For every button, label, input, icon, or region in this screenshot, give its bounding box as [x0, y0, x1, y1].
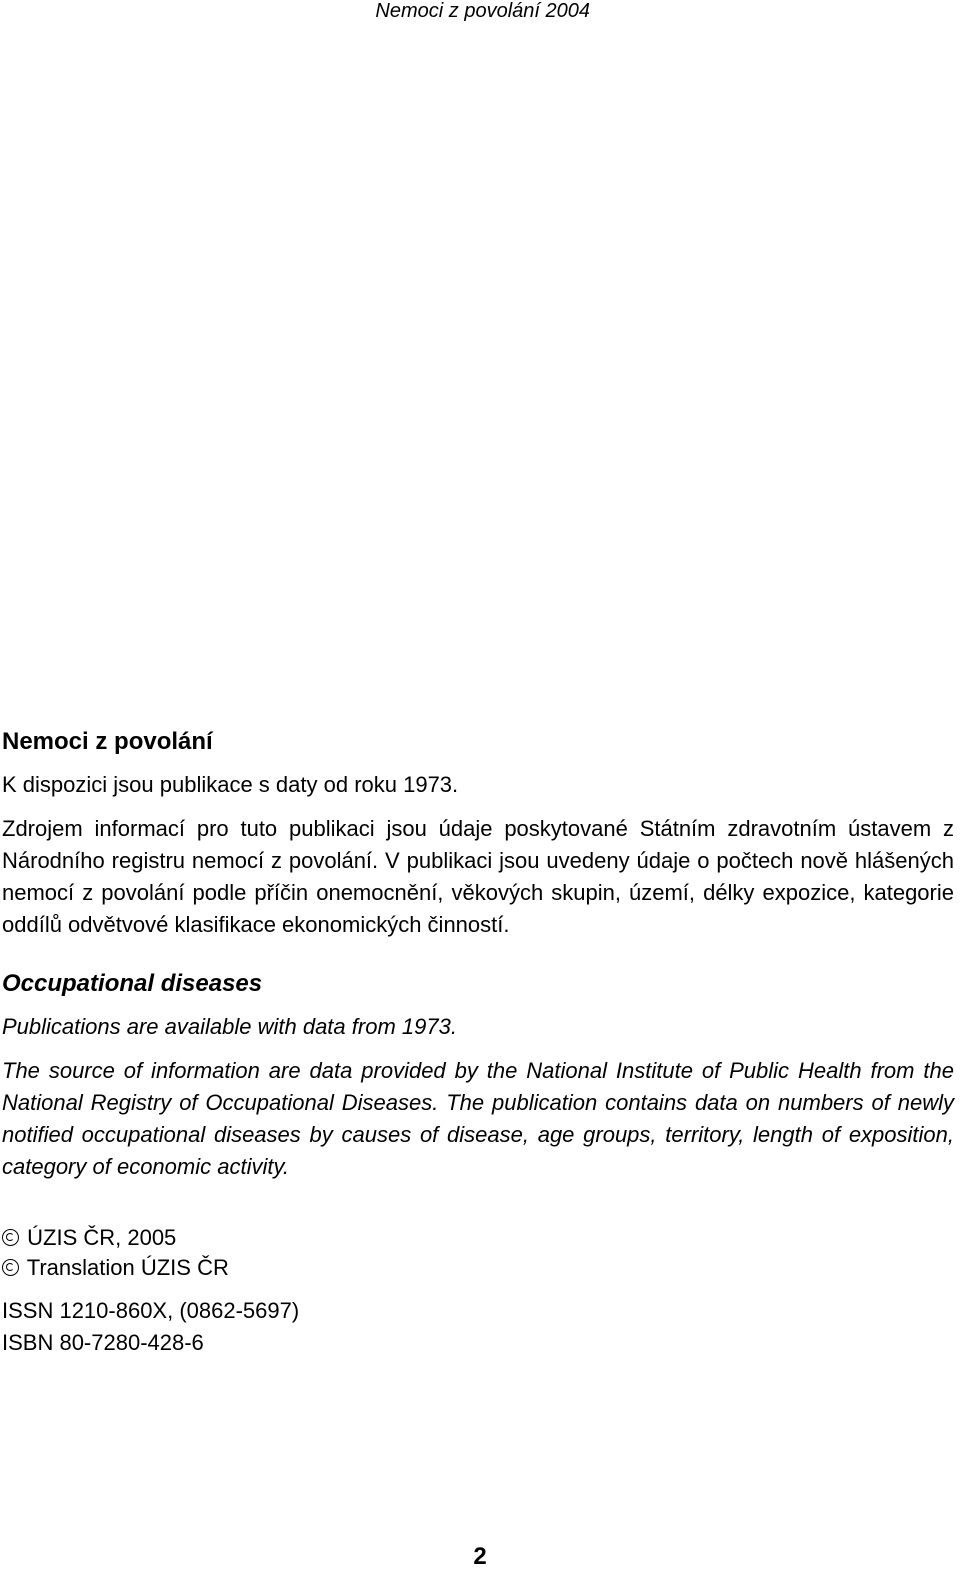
czech-section [2, 727, 954, 941]
isbn: ISBN 80-7280-428-6 [2, 1330, 204, 1355]
spacer [2, 1283, 954, 1295]
copyright-text: ÚZIS ČR, 2005 [27, 1225, 177, 1250]
english-title: Occupational diseases [2, 970, 263, 997]
spacer [2, 1043, 954, 1055]
translation-line [2, 1253, 954, 1283]
czech-availability: K dispozici jsou publikace s daty od roku 1973. [2, 772, 459, 797]
czech-description: Zdrojem informací pro tuto publikaci jsou údaje poskytované Státním zdravotním ústavem z Národního registru nemocí z povolání. V publikaci jsou uvedeny údaje o počtech nově hlášených nemocí z povolání podle příčin onemocnění, věkových skupin, území, délky expozice, kategorie oddílů odvětvové klasifikace ekonomických činností. [2, 816, 954, 937]
spacer [2, 941, 954, 969]
copyright-icon [2, 1259, 19, 1276]
page-number: 2 [473, 1543, 487, 1570]
imprint [2, 1223, 954, 1359]
czech-title: Nemoci z povolání [2, 728, 213, 755]
copyright-icon [2, 1229, 19, 1246]
english-availability: Publications are available with data from 1973. [2, 1014, 457, 1039]
copyright-line [2, 1223, 954, 1253]
issn: ISSN 1210-860X, (0862-5697) [2, 1298, 300, 1323]
english-section [2, 969, 954, 1183]
spacer [2, 801, 954, 813]
page-content [2, 727, 954, 1359]
spacer [2, 1183, 954, 1223]
english-description: The source of information are data provided by the National Institute of Public Health from the National Registry of Occupational Diseases. The publication contains data on numbers of newly notified occupational diseases by causes of disease, age groups, territory, length of exposition, category of economic activity. [2, 1058, 954, 1179]
spacer [2, 999, 954, 1011]
spacer [2, 757, 954, 769]
translation-text: Translation ÚZIS ČR [26, 1255, 229, 1280]
running-header: Nemoci z povolání 2004 [375, 0, 590, 22]
